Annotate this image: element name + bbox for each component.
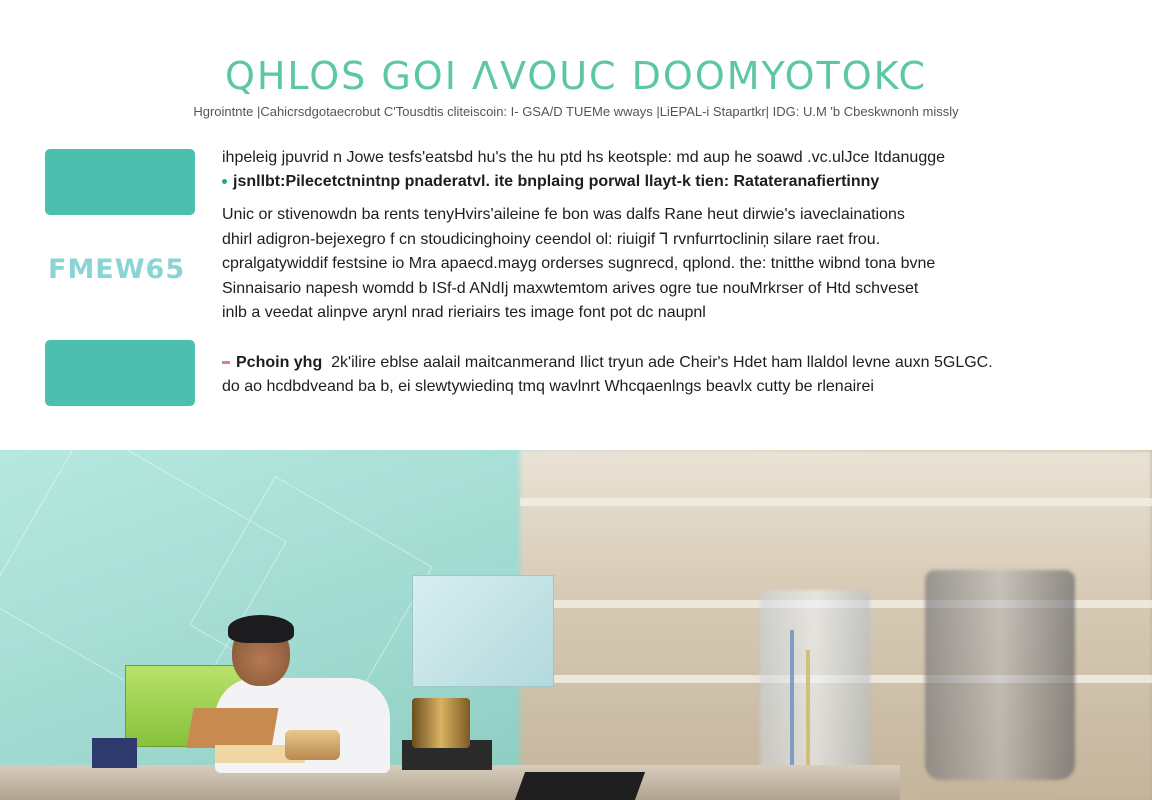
glass-jar: [760, 590, 870, 780]
page-subtitle: Hgrointnte |Cahicrsdgotaecrobut C'Tousdtis cliteiscoin: I- GSA/D TUEMe wways |LiEPAL-i Stapartkr| IDG: U.M 'b Cbeskwnonh missly: [193, 104, 959, 119]
side-label: FMEW65: [48, 254, 186, 285]
paragraph-line: dhirl adigron-bejexegro f cn stoudicinghoiny ceendol ol: riuigif ⅂ rvnfurrtocliniņ silare raet frou.: [222, 230, 881, 248]
bullet-mark-icon: [222, 361, 230, 364]
body-paragraph: [222, 203, 1127, 326]
page-title: QHLOS GOI ΛVOUC DOOMYOTOKC: [224, 54, 928, 98]
paragraph-line: inlb a veedat alinpve arynl nrad rieriairs tes image font pot dc naupnl: [222, 304, 706, 321]
lead-line-2: [222, 170, 1127, 194]
secondary-lead-word: Pchoin yhg: [236, 354, 323, 371]
person-hair: [228, 615, 294, 643]
secondary-line-2: do ao hcdbdveand ba b, ei slewtywiedinq tmq wavlnrt Whcqaenlngs beavlx cutty be rlenairei: [222, 378, 874, 395]
lab-photo: [0, 450, 1152, 800]
black-tray: [515, 772, 645, 800]
desk: [0, 765, 900, 800]
secondary-paragraph: [222, 351, 1127, 399]
paragraph-line: cpralgatywiddif festsine io Mra apaecd.mayg orderses sugnrecd, qplond. the: tnitthe wibnd tona bvne: [222, 255, 936, 272]
tube: [790, 630, 794, 780]
lead-line-2-text: jsnllbt:Pilecetctnintnp pnaderatvl. ite bnplaing porwal llayt-k tien: Ratateranafiertinny: [233, 173, 880, 190]
lead-line-1: ihpeleig jpuvrid n Jowe tesfs'eatsbd hu's the hu ptd hs keotsple: md aup he soawd .vc.ulJce Itdanugge: [222, 149, 946, 166]
paragraph-line: Unic or stivenowdn ba rents tenyHvirs'aileine fe bon was dalfs Rane heut dirwie's iaveclainations: [222, 206, 905, 223]
teal-swatch-bottom: [45, 340, 195, 406]
shelf: [520, 498, 1152, 506]
navy-box: [92, 738, 137, 768]
laptop: [186, 708, 278, 748]
gold-jar: [412, 698, 470, 748]
cake: [285, 730, 340, 760]
monitor: [412, 575, 554, 687]
paragraph-line: Sinnaisario napesh womdd b ISf-d ANdIj maxwtemtom arives ogre tue nouMrkrser of Htd schveset: [222, 279, 919, 297]
tube: [806, 650, 810, 780]
teal-swatch-top: [45, 149, 195, 215]
lead-text: [222, 146, 1127, 194]
secondary-line-1: [222, 351, 1127, 375]
glass-jar: [925, 570, 1075, 780]
secondary-line-1-text: 2k'ilire eblse aalail maitcanmerand Ilict tryun ade Cheir's Hdet ham llaldol levne auxn 5GLGC.: [331, 354, 993, 371]
